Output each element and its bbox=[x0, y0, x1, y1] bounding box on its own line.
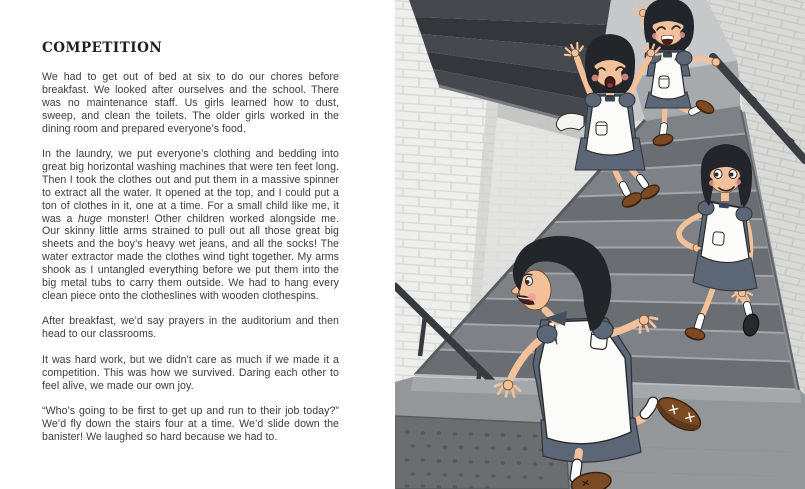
paragraph-2-text: In the laundry, we put everyone’s clothing and bedding into great big horizontal washing machines that were ten feet long. Then I took the clothes out and put them in a massive spinner to extract all the water. It opened at the top, and I could put a ton of clothes in it, one at a time. For a small child like me, it was a bbox=[42, 148, 339, 225]
paragraph-4: It was hard work, but we didn’t care as much if we made it a competition. This was how we survived. Daring each other to feel alive, we made our own joy. bbox=[42, 353, 339, 392]
paragraph-3: After breakfast, we’d say prayers in the auditorium and then head to our classrooms. bbox=[42, 315, 339, 341]
emphasized-word: huge bbox=[78, 212, 102, 225]
page-title: COMPETITION bbox=[42, 40, 163, 56]
paragraph-2 bbox=[42, 148, 339, 303]
paragraph-5: “Who’s going to be first to get up and run to their job today?” We’d fly down the stairs four at a time. We’d slide down the banister! We laughed so hard because we had to. bbox=[42, 404, 339, 443]
stairwell-illustration bbox=[395, 0, 805, 489]
right-page-illustration bbox=[395, 0, 805, 489]
paragraph-2-text-cont: monster! Other children worked alongside me. Our skinny little arms strained to pull out all those great big sheets and the boy’s heavy wet jeans, and all the socks! The water extractor made the clothes wind tight together. My arms shook as I untangled everything before we put them into the big metal tubs to carry them outside. We had to hang every clean piece onto the clotheslines with wooden clothespins. bbox=[42, 212, 339, 302]
paragraph-1: We had to get out of bed at six to do our chores before breakfast. We looked after ourselves and the school. There was no maintenance staff. Us girls learned how to dust, sweep, and clean the toilets. The older girls worked in the dining room and prepared everyone’s food. bbox=[42, 71, 339, 135]
left-page bbox=[42, 40, 339, 444]
